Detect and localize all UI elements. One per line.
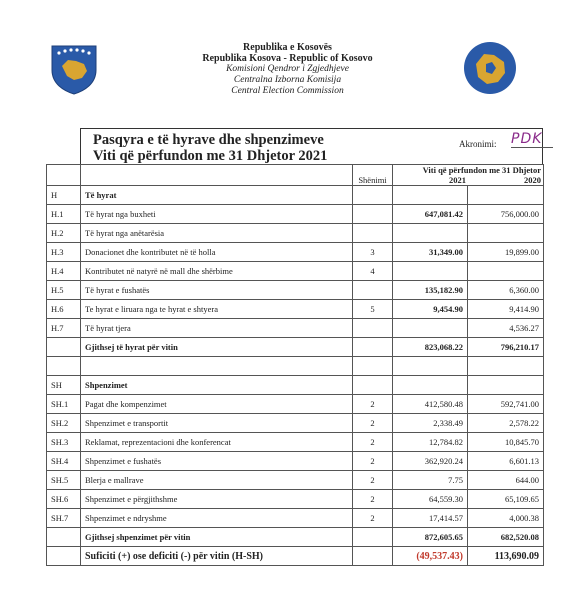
row-value-2020: 19,899.00: [468, 243, 544, 262]
heading-line-5: Central Election Commission: [231, 86, 344, 96]
income-expense-table: [46, 164, 544, 566]
spacer-cell: [353, 357, 393, 376]
institution-heading: [140, 42, 435, 97]
section-row-expenses: [47, 376, 544, 395]
row-value-2021: 12,784.82: [393, 433, 468, 452]
spacer-cell: [47, 357, 81, 376]
row-note: 4: [353, 262, 393, 281]
expenses-total-2020: 682,520.08: [468, 528, 544, 547]
row-value-2021: [393, 262, 468, 281]
row-label: Kontributet në natyrë në mall dhe shërbime: [81, 262, 353, 281]
income-row: [47, 262, 544, 281]
expense-row: [47, 433, 544, 452]
row-note: 2: [353, 471, 393, 490]
row-value-2020: 4,000.38: [468, 509, 544, 528]
row-note: 2: [353, 433, 393, 452]
income-row: [47, 300, 544, 319]
year-2020-header: 2020: [524, 175, 542, 185]
result-value-2020: 113,690.09: [468, 547, 544, 566]
row-value-2021: 2,338.49: [393, 414, 468, 433]
income-total-label: Gjithsej të hyrat për vitin: [81, 338, 353, 357]
row-note: 3: [353, 243, 393, 262]
row-value-2021: [393, 319, 468, 338]
row-code: SH.4: [47, 452, 81, 471]
row-value-2021: 64,559.30: [393, 490, 468, 509]
row-note: 2: [353, 509, 393, 528]
spacer-cell: [393, 357, 468, 376]
spacer-cell: [468, 357, 544, 376]
income-row: [47, 224, 544, 243]
row-code: SH.7: [47, 509, 81, 528]
heading-line-4: Centralna Izborna Komisija: [233, 75, 342, 85]
expense-row: [47, 414, 544, 433]
note-column-header: Shënimi: [353, 165, 393, 186]
row-value-2020: 644.00: [468, 471, 544, 490]
row-code: SH.3: [47, 433, 81, 452]
empty-cell: [468, 376, 544, 395]
row-value-2020: 6,601.13: [468, 452, 544, 471]
expense-row: [47, 509, 544, 528]
expenses-total-row: [47, 528, 544, 547]
period-header: Viti që përfundon me 31 Dhjetor: [422, 165, 542, 175]
row-value-2020: [468, 224, 544, 243]
section-code: SH: [47, 376, 81, 395]
row-value-2020: 9,414.90: [468, 300, 544, 319]
statement-subtitle: Viti që përfundon me 31 Dhjetor 2021: [93, 148, 328, 164]
row-note: 5: [353, 300, 393, 319]
row-value-2021: 412,580.48: [393, 395, 468, 414]
row-note: 2: [353, 490, 393, 509]
expense-row: [47, 395, 544, 414]
row-code: H.1: [47, 205, 81, 224]
row-value-2021: 31,349.00: [393, 243, 468, 262]
row-note: [353, 281, 393, 300]
row-value-2020: 10,845.70: [468, 433, 544, 452]
row-note: 2: [353, 395, 393, 414]
election-commission-logo-icon: [462, 40, 518, 96]
row-label: Te hyrat e liruara nga te hyrat e shtyera: [81, 300, 353, 319]
row-label: Të hyrat e fushatës: [81, 281, 353, 300]
row-code: H.5: [47, 281, 81, 300]
result-label: Suficiti (+) ose deficiti (-) për vitin (H-SH): [81, 547, 353, 566]
income-total-2020: 796,210.17: [468, 338, 544, 357]
row-code: SH.6: [47, 490, 81, 509]
row-code: H.4: [47, 262, 81, 281]
income-row: [47, 243, 544, 262]
result-value-2021: (49,537.43): [393, 547, 468, 566]
column-header-row: [47, 165, 544, 186]
heading-line-3: Komisioni Qendror i Zgjedhjeve: [226, 64, 349, 74]
row-code: SH.1: [47, 395, 81, 414]
row-label: Donacionet dhe kontributet në të holla: [81, 243, 353, 262]
section-label: Shpenzimet: [81, 376, 353, 395]
row-note: [353, 205, 393, 224]
section-row-income: [47, 186, 544, 205]
row-label: Të hyrat tjera: [81, 319, 353, 338]
statement-title-box: [80, 128, 543, 164]
year-columns-header: [393, 165, 544, 186]
empty-cell: [393, 376, 468, 395]
row-value-2021: [393, 224, 468, 243]
total-note-cell: [353, 528, 393, 547]
row-code: H.3: [47, 243, 81, 262]
row-value-2021: 362,920.24: [393, 452, 468, 471]
row-label: Shpenzimet e ndryshme: [81, 509, 353, 528]
empty-cell: [353, 376, 393, 395]
total-note-cell: [353, 338, 393, 357]
row-label: Reklamat, reprezentacioni dhe konferencat: [81, 433, 353, 452]
row-note: [353, 319, 393, 338]
row-note: [353, 224, 393, 243]
heading-line-1: Republika e Kosovës: [243, 42, 332, 53]
spacer-row: [47, 357, 544, 376]
row-value-2021: 17,414.57: [393, 509, 468, 528]
row-value-2021: 9,454.90: [393, 300, 468, 319]
row-value-2020: 6,360.00: [468, 281, 544, 300]
year-2021-header: 2021: [449, 175, 467, 185]
result-code-cell: [47, 547, 81, 566]
expenses-total-2021: 872,605.65: [393, 528, 468, 547]
income-row: [47, 319, 544, 338]
kosovo-coat-of-arms-icon: [46, 40, 102, 96]
row-label: Shpenzimet e përgjithshme: [81, 490, 353, 509]
row-label: Të hyrat nga anëtarësia: [81, 224, 353, 243]
income-row: [47, 205, 544, 224]
spacer-cell: [81, 357, 353, 376]
expense-row: [47, 490, 544, 509]
total-code-cell: [47, 338, 81, 357]
income-total-row: [47, 338, 544, 357]
row-value-2021: 647,081.42: [393, 205, 468, 224]
result-row: [47, 547, 544, 566]
row-value-2020: 65,109.65: [468, 490, 544, 509]
result-note-cell: [353, 547, 393, 566]
expense-row: [47, 452, 544, 471]
row-label: Shpenzimet e fushatës: [81, 452, 353, 471]
row-label: Blerja e mallrave: [81, 471, 353, 490]
row-note: 2: [353, 452, 393, 471]
row-label: Pagat dhe kompenzimet: [81, 395, 353, 414]
row-label: Të hyrat nga buxheti: [81, 205, 353, 224]
income-row: [47, 281, 544, 300]
row-value-2020: 592,741.00: [468, 395, 544, 414]
row-note: 2: [353, 414, 393, 433]
row-value-2020: 2,578.22: [468, 414, 544, 433]
statement-title: Pasqyra e të hyrave dhe shpenzimeve: [93, 132, 324, 148]
row-code: H.6: [47, 300, 81, 319]
row-value-2021: 135,182.90: [393, 281, 468, 300]
document-header: [0, 0, 575, 110]
heading-line-2: Republika Kosova - Republic of Kosovo: [202, 53, 373, 64]
row-value-2021: 7.75: [393, 471, 468, 490]
section-label: Të hyrat: [81, 186, 353, 205]
expenses-total-label: Gjithsej shpenzimet për vitin: [81, 528, 353, 547]
acronym-value: PDK: [511, 132, 553, 148]
row-code: H.2: [47, 224, 81, 243]
row-code: H.7: [47, 319, 81, 338]
total-code-cell: [47, 528, 81, 547]
row-code: SH.2: [47, 414, 81, 433]
section-code: H: [47, 186, 81, 205]
row-value-2020: 4,536.27: [468, 319, 544, 338]
acronym-label: Akronimi:: [459, 139, 497, 149]
row-label: Shpenzimet e transportit: [81, 414, 353, 433]
expense-row: [47, 471, 544, 490]
income-total-2021: 823,068.22: [393, 338, 468, 357]
row-value-2020: [468, 262, 544, 281]
row-code: SH.5: [47, 471, 81, 490]
row-value-2020: 756,000.00: [468, 205, 544, 224]
